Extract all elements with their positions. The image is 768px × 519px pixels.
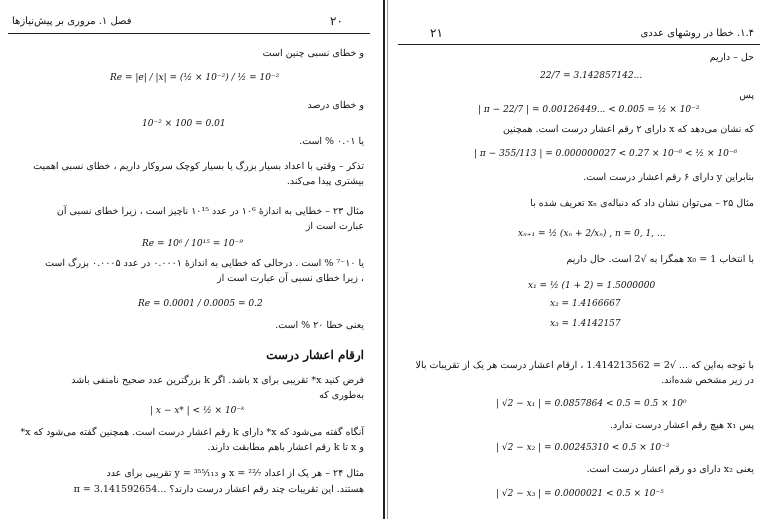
text-line: پس x₁ هیچ رقم اعشار درست ندارد. bbox=[610, 420, 754, 431]
text-line: فرض کنید x* تقریبی برای x باشد. اگر k بزرگترین عدد صحیح نامنفی باشد bbox=[71, 375, 364, 386]
equation: | x − x* | < ½ × 10⁻ᵏ bbox=[150, 406, 245, 416]
equation: Re = |e| / |x| = (½ × 10⁻²) / ½ = 10⁻² bbox=[110, 73, 280, 83]
book-spine-shadow bbox=[387, 0, 388, 519]
text-line: یا ۱۰⁻⁷ % است . درحالی که خطایی به اندازهٔ ۰.۰۰۰۱ در عدد ۰.۰۰۰۵ بزرگ است bbox=[45, 258, 364, 269]
page-number: ۲۱ bbox=[430, 26, 443, 40]
equation: x₁ = ½ (1 + 2) = 1.5000000 bbox=[528, 281, 656, 291]
equation: x₂ = 1.4166667 bbox=[550, 299, 621, 309]
text-line: π = 3.141592654... هستند. این تقریبات چند رقم اعشار درست دارند؟ bbox=[73, 484, 364, 495]
text-line: مثال ۲۵ – می‌توان نشان داد که دنباله‌ی xₙ تعریف شده با bbox=[530, 198, 754, 209]
text-line: ، زیرا خطای نسبی آن عبارت است از bbox=[217, 273, 364, 284]
running-header: ۱.۴. خطا در روشهای عددی bbox=[640, 28, 754, 39]
text-line: با انتخاب x₀ = 1 همگرا به √2 است. حال داریم bbox=[566, 254, 754, 265]
equation: | π − 355/113 | = 0.000000027 < 0.27 × 10⁻⁶ < ½ × 10⁻⁶ bbox=[474, 149, 738, 159]
text-line: پس bbox=[739, 90, 754, 101]
text-line: مثال ۲۴ – هر یک از اعداد x = ²²⁄₇ و y = ³⁵⁵⁄₁₁₃ تقریبی برای عدد bbox=[106, 468, 364, 479]
text-line: یعنی خطا ۲۰ % است. bbox=[275, 320, 364, 331]
header-rule bbox=[398, 44, 760, 45]
page-number: ۲۰ bbox=[330, 14, 343, 28]
equation: 22/7 = 3.142857142... bbox=[540, 71, 643, 81]
text-line: به‌طوری که bbox=[319, 390, 364, 401]
equation: Re = 10⁶ / 10¹⁵ = 10⁻⁹ bbox=[142, 239, 243, 249]
equation: | √2 − x₂ | = 0.00245310 < 0.5 × 10⁻² bbox=[496, 443, 670, 453]
text-line: یا ۰.۰۱ % است. bbox=[299, 136, 364, 147]
book-spine bbox=[383, 0, 385, 519]
text-line: یعنی x₂ دارای دو رقم اعشار درست است. bbox=[586, 464, 754, 475]
text-line: بیشتری پیدا می‌کند. bbox=[286, 176, 364, 187]
equation: Re = 0.0001 / 0.0005 = 0.2 bbox=[138, 299, 263, 309]
text-line: و x تا k رقم اعشار باهم مطابقت دارند. bbox=[207, 442, 364, 453]
equation: 10⁻² × 100 = 0.01 bbox=[142, 119, 226, 129]
text-line: و خطای درصد bbox=[307, 100, 364, 111]
equation: | √2 − x₃ | = 0.0000021 < 0.5 × 10⁻⁵ bbox=[496, 489, 664, 499]
equation: | π − 22/7 | = 0.00126449... < 0.005 = ½ × 10⁻² bbox=[478, 105, 700, 115]
text-line: تذکر – وقتی با اعداد بسیار بزرگ یا بسیار کوچک سروکار داریم ، خطای نسبی اهمیت bbox=[33, 161, 364, 172]
section-heading: ارقام اعشار درست bbox=[266, 348, 364, 362]
text-line: حل – داریم bbox=[709, 52, 754, 63]
text-line: آنگاه گفته می‌شود که x* دارای k رقم اعشار درست است. همچنین گفته می‌شود که x* bbox=[20, 427, 364, 438]
text-line: عبارت است از bbox=[305, 221, 364, 232]
text-line: در زیر مشخص شده‌اند. bbox=[661, 375, 754, 386]
text-line: مثال ۲۳ – خطایی به اندازهٔ ۱۰⁶ در عدد ۱۰¹⁵ ناچیز است ، زیرا خطای نسبی آن bbox=[56, 206, 364, 217]
text-line: و خطای نسبی چنین است bbox=[262, 48, 364, 59]
header-rule bbox=[8, 33, 370, 34]
text-line: که نشان می‌دهد که x دارای ۲ رقم اعشار درست است. همچنین bbox=[502, 124, 754, 135]
running-header: فصل ۱. مروری بر پیش‌نیازها bbox=[12, 16, 132, 27]
equation: xₙ₊₁ = ½ (xₙ + 2/xₙ) , n = 0, 1, ... bbox=[518, 229, 666, 239]
equation: | √2 − x₁ | = 0.0857864 < 0.5 = 0.5 × 10⁰ bbox=[496, 399, 687, 409]
right-page bbox=[390, 0, 768, 519]
equation: x₃ = 1.4142157 bbox=[550, 319, 621, 329]
text-line: با توجه به‌این که ... √2 = 1.414213562 ، ارقام اعشار درست هر یک از تقریبات بالا bbox=[415, 360, 754, 371]
text-line: بنابراین y دارای ۶ رقم اعشار درست است. bbox=[583, 172, 754, 183]
left-page bbox=[0, 0, 378, 519]
